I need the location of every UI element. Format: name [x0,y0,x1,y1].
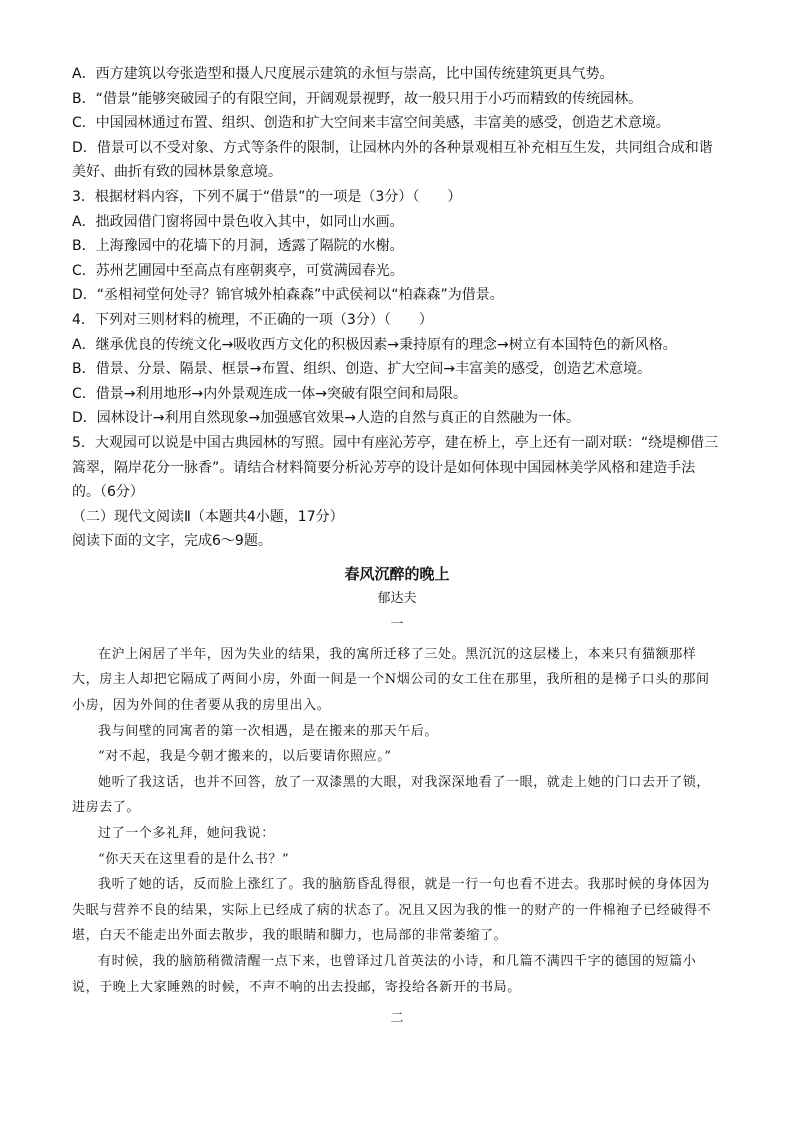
option-b-q4: B．借景、分景、隔景、框景→布置、组织、创造、扩大空间→丰富美的感受，创造艺术意境。 [72,361,652,378]
story-title: 春风沉醉的晚上 [344,564,450,583]
option-c-q3: C．苏州艺圃园中至高点有座朝爽亭，可赏满园春光。 [72,262,404,279]
document-page [72,62,722,1036]
option-b-q3: B．上海豫园中的花墙下的月洞，透露了隔院的水榭。 [72,238,404,255]
story-author: 郁达夫 [377,590,417,606]
question-block [72,62,722,505]
question-4-stem: 4．下列对三则材料的梳理，不正确的一项（3分）（ ） [72,311,433,328]
option-c-q2: C．中国园林通过布置、组织、创造和扩大空间来丰富空间美感，丰富美的感受，创造艺术意境。 [72,115,670,132]
option-a-q3: A．拙政园借门窗将园中景色收入其中，如同山水画。 [72,213,404,230]
story-paragraph: 过了一个多礼拜，她问我说： [98,826,275,842]
option-c-q4: C．借景→利用地形→内外景观连成一体→突破有限空间和局限。 [72,385,467,402]
section-instruction: 阅读下面的文字，完成6～9题。 [72,533,272,550]
chapter-number-1: 一 [390,616,404,632]
option-d-q4: D．园林设计→利用自然现象→加强感官效果→人造的自然与真正的自然融为一体。 [72,410,580,427]
story-paragraph: “对不起，我是今朝才搬来的，以后要请你照应。” [98,749,392,765]
story-paragraph: “你天天在这里看的是什么书？” [98,851,290,867]
option-a-q4: A．继承优良的传统文化→吸收西方文化的积极因素→秉持原有的理念→树立有本国特色的新风格。 [72,336,677,353]
section-heading: （二）现代文阅读Ⅱ（本题共4小题，17分） [72,508,344,525]
story-paragraph: 在沪上闲居了半年，因为失业的结果，我的寓所迁移了三处。黑沉沉的这层楼上，本来只有猫额那样大，房主人却把它隔成了两间小房，外面一间是一个N烟公司的女工住在那里，我所租的是梯子口头的那间小房，因为外间的住者要从我的房里出入。 [72,646,710,714]
question-5: 5．大观园可以说是中国古典园林的写照。园中有座沁芳亭，建在桥上，亭上还有一副对联：“绕堤柳借三篙翠，隔岸花分一脉香”。请结合材料简要分析沁芳亭的设计是如何体现中国园林美学风格和建造手法的。（6分） [72,434,719,501]
story [72,562,722,1030]
option-d-q2: D．借景可以不受对象、方式等条件的限制，让园林内外的各种景观相互补充相互生发，共同组合成和谐美好、曲折有致的园林景象意境。 [72,139,713,181]
question-3-stem: 3．根据材料内容，下列不属于“借景”的一项是（3分）（ ） [72,188,462,205]
story-paragraph: 她听了我这话，也并不回答，放了一双漆黑的大眼，对我深深地看了一眼，就走上她的门口去开了锁，进房去了。 [72,774,711,816]
option-b-q2: B．“借景”能够突破园子的有限空间，开阔观景视野，故一般只用于小巧而精致的传统园林。 [72,90,643,107]
story-paragraph: 有时候，我的脑筋稍微清醒一点下来，也曾译过几首英法的小诗，和几篇不满四千字的德国的短篇小说，于晚上大家睡熟的时候，不声不响的出去投邮，寄投给各新开的书局。 [72,954,697,995]
option-d-q3: D．“丞相祠堂何处寻？锦官城外柏森森”中武侯祠以“柏森森”为借景。 [72,287,504,304]
chapter-number-2: 二 [390,1011,404,1027]
option-a-q2: A．西方建筑以夸张造型和摄人尺度展示建筑的永恒与崇高，比中国传统建筑更具气势。 [72,66,614,82]
story-paragraph: 我听了她的话，反而脸上涨红了。我的脑筋昏乱得很，就是一行一句也看不进去。我那时候的身体因为失眠与营养不良的结果，实际上已经成了病的状态了。况且又因为我的惟一的财产的一件棉袍子已经破得不堪，白天不能走出外面去散步，我的眼睛和脚力，也局部的非常萎缩了。 [72,877,712,944]
story-paragraph: 我与间壁的同寓者的第一次相遇，是在搬来的那天午后。 [98,723,439,739]
